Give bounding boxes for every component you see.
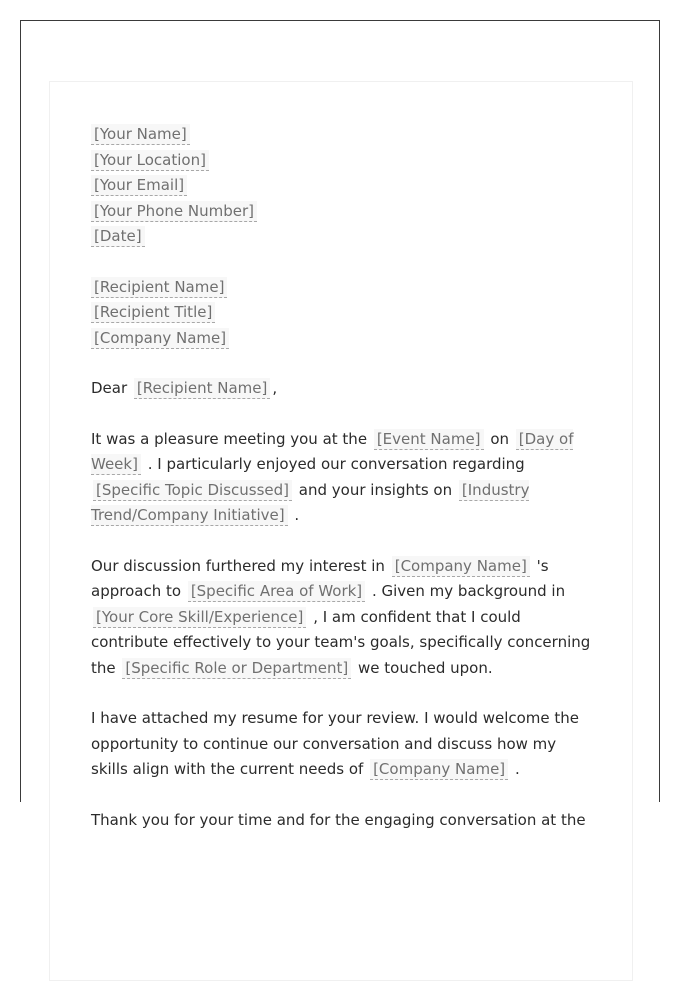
specific-role-placeholder: [Specific Role or Department] xyxy=(122,658,351,679)
p3-text-1: I have attached my resume for your review. I would welcome the opportunity to continue our conversation and discuss how my skills align with the current needs of xyxy=(91,709,580,778)
sender-email-placeholder: [Your Email] xyxy=(91,175,187,196)
company-name-placeholder-2: [Company Name] xyxy=(370,759,508,780)
company-name-placeholder: [Company Name] xyxy=(392,556,530,577)
recipient-title-placeholder: [Recipient Title] xyxy=(91,302,215,323)
paragraph-2 xyxy=(91,554,596,682)
sender-name-placeholder: [Your Name] xyxy=(91,124,190,145)
p1-text-2: on xyxy=(490,429,509,448)
sender-block xyxy=(91,122,592,250)
date-placeholder: [Date] xyxy=(91,226,145,247)
p4-text-1: Thank you for your time and for the engaging conversation at the xyxy=(91,810,586,829)
letter-page xyxy=(49,81,633,981)
p2-text-5: we touched upon. xyxy=(358,658,493,677)
document-viewport xyxy=(20,20,660,829)
salutation-name-placeholder: [Recipient Name] xyxy=(134,378,270,399)
paragraph-4 xyxy=(91,808,596,834)
p1-text-1: It was a pleasure meeting you at the xyxy=(91,429,368,448)
sender-phone-placeholder: [Your Phone Number] xyxy=(91,201,257,222)
p2-text-4: , I am confident that I could contribute effectively to your team's goals, specifically concerning the xyxy=(91,607,591,677)
p3-text-2: . xyxy=(514,760,520,778)
paragraph-3 xyxy=(91,706,596,783)
specific-topic-placeholder: [Specific Topic Discussed] xyxy=(93,480,292,501)
p1-text-3: . I particularly enjoyed our conversation regarding xyxy=(147,455,525,473)
paragraph-1 xyxy=(91,427,596,529)
p2-text-3: . Given my background in xyxy=(371,582,566,600)
recipient-block xyxy=(91,275,592,352)
specific-area-placeholder: [Specific Area of Work] xyxy=(188,581,365,602)
p1-text-5: . xyxy=(294,506,300,524)
salutation-word: Dear xyxy=(91,379,128,397)
recipient-company-placeholder: [Company Name] xyxy=(91,328,229,349)
p1-text-4: and your insights on xyxy=(298,480,453,499)
day-of-week-placeholder: [Day of Week] xyxy=(91,429,574,473)
industry-trend-placeholder: [Industry Trend/Company Initiative] xyxy=(91,480,530,524)
salutation-punct: , xyxy=(272,379,278,397)
p2-text-1: Our discussion furthered my interest in xyxy=(91,556,385,575)
p2-text-2: 's approach to xyxy=(91,556,549,600)
sender-location-placeholder: [Your Location] xyxy=(91,150,209,171)
salutation xyxy=(91,376,596,402)
event-name-placeholder: [Event Name] xyxy=(374,429,484,450)
recipient-name-placeholder: [Recipient Name] xyxy=(91,277,227,298)
core-skill-placeholder: [Your Core Skill/Experience] xyxy=(93,607,306,628)
